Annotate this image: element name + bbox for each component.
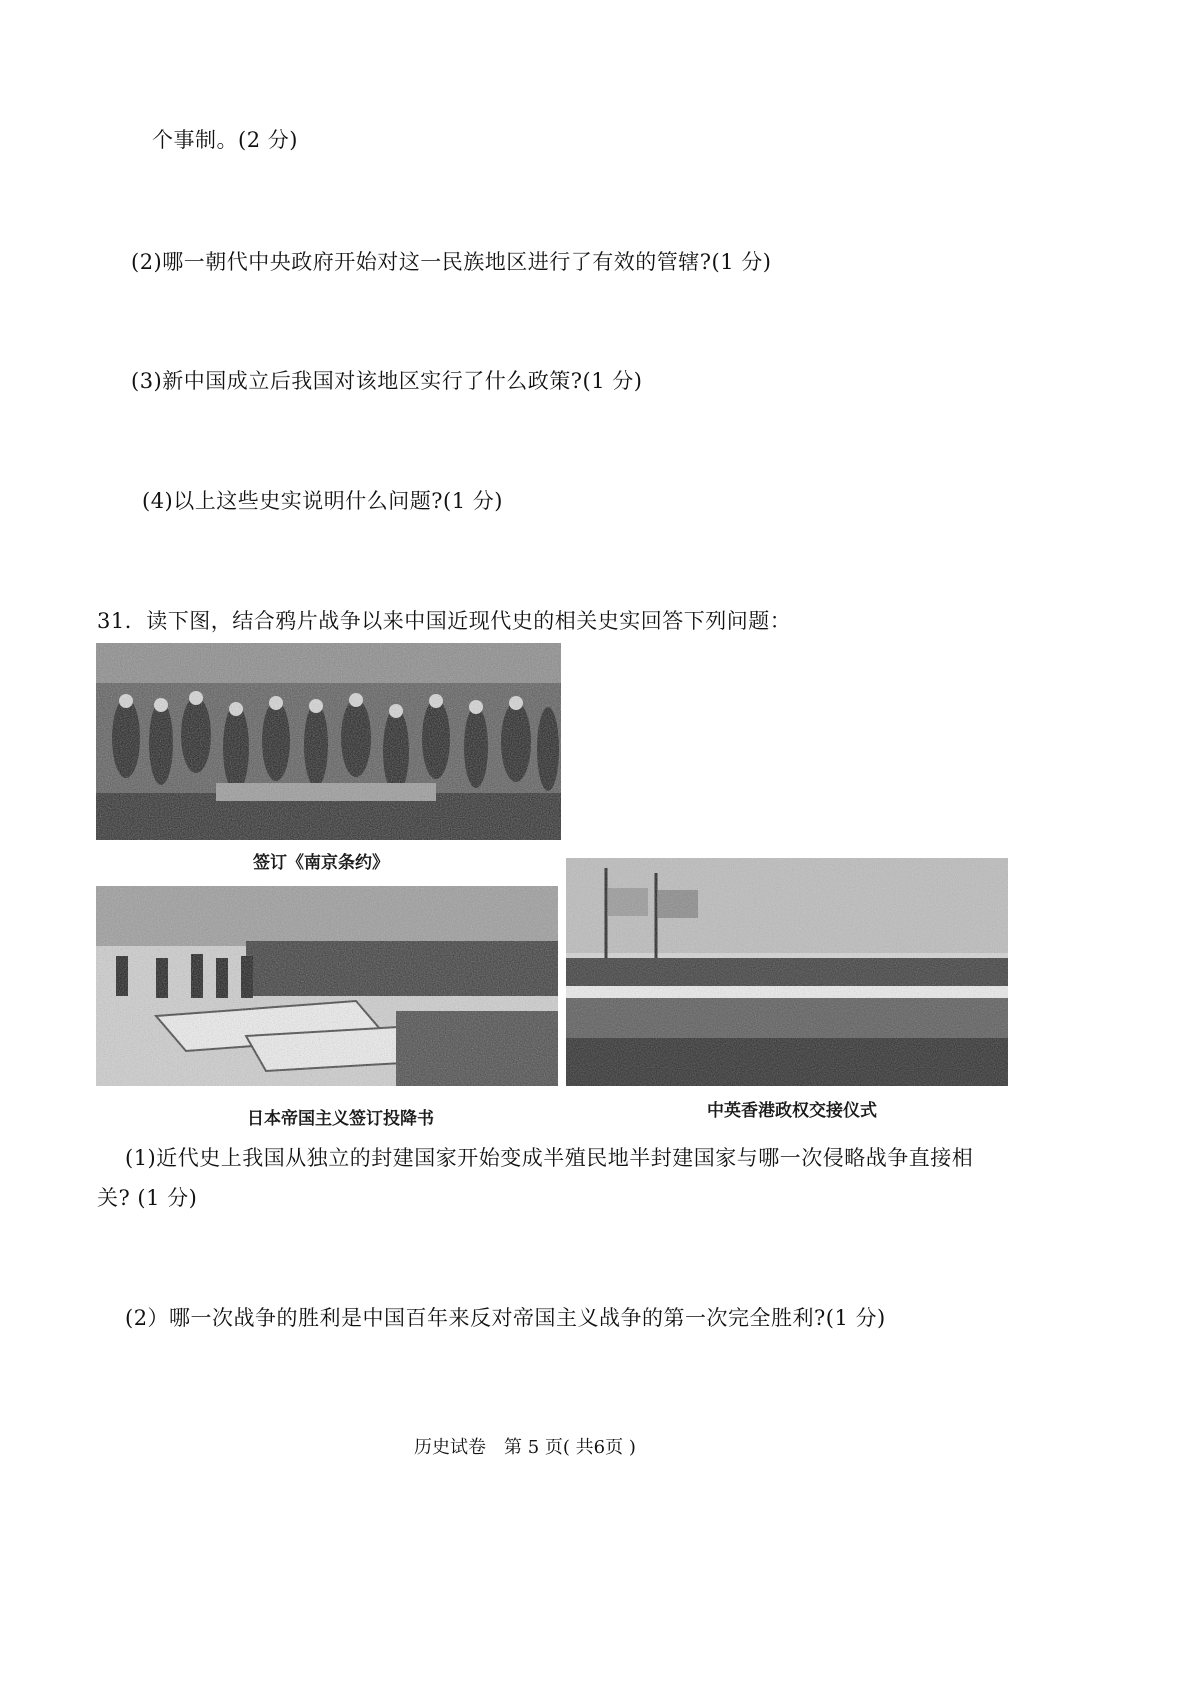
- photo-japan-surrender: [96, 886, 558, 1086]
- photo-nanjing-treaty: [96, 643, 561, 840]
- photo-hongkong-handover-image: [566, 858, 1008, 1086]
- question-31-1-line-2: 关? (1 分): [97, 1186, 198, 1210]
- caption-hongkong-handover: 中英香港政权交接仪式: [707, 1101, 877, 1121]
- question-31-2: (2）哪一次战争的胜利是中国百年来反对帝国主义战争的第一次完全胜利?(1 分): [125, 1306, 886, 1330]
- photo-nanjing-treaty-image: [96, 643, 561, 840]
- caption-japan-surrender: 日本帝国主义签订投降书: [247, 1109, 434, 1129]
- caption-nanjing-treaty: 签订《南京条约》: [253, 853, 389, 873]
- question-2: (2)哪一朝代中央政府开始对这一民族地区进行了有效的管辖?(1 分): [131, 250, 772, 274]
- photo-japan-surrender-image: [96, 886, 558, 1086]
- question-4: (4)以上这些史实说明什么问题?(1 分): [142, 489, 503, 513]
- question-31-1-line-1: (1)近代史上我国从独立的封建国家开始变成半殖民地半封建国家与哪一次侵略战争直接相: [125, 1146, 974, 1170]
- page-footer: 历史试卷 第 5 页( 共6页 ): [414, 1437, 636, 1458]
- answer-fragment-line: 个事制。(2 分): [152, 128, 298, 152]
- question-31-stem: 31．读下图，结合鸦片战争以来中国近现代史的相关史实回答下列问题：: [97, 609, 792, 633]
- photo-hongkong-handover: [566, 858, 1008, 1086]
- question-3: (3)新中国成立后我国对该地区实行了什么政策?(1 分): [131, 369, 643, 393]
